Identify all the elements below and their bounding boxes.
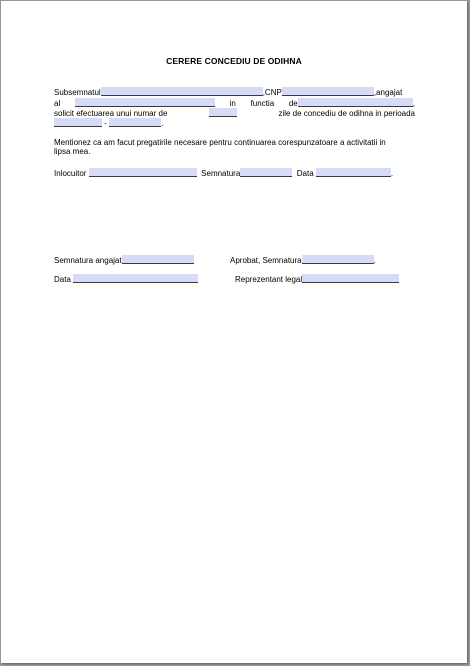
- label-cnp: ,CNP: [262, 88, 282, 97]
- label-aprobat: Aprobat, Semnatura: [230, 256, 302, 265]
- label-replacement-end: .: [390, 169, 394, 178]
- label-period-end: .: [161, 119, 164, 128]
- days-count-field[interactable]: [209, 108, 237, 117]
- label-data: Data: [296, 169, 314, 178]
- label-al: al: [54, 99, 61, 108]
- replacement-name-field[interactable]: [89, 168, 197, 177]
- para2-line1: Mentionez ca am facut pregatirile necesare pentru continuarea corespunzatoare a activitatii in: [54, 138, 386, 147]
- label-data-bottom: Data: [54, 275, 71, 284]
- replacement-line: [54, 167, 393, 179]
- label-functia: functia: [250, 99, 275, 108]
- period-start-field[interactable]: [54, 118, 102, 127]
- replacement-date-field[interactable]: [316, 168, 394, 178]
- approval-signature-field[interactable]: [302, 255, 374, 264]
- employee-signature-field[interactable]: [122, 255, 194, 264]
- replacement-signature-field[interactable]: [240, 168, 292, 177]
- label-subsemnatul: Subsemnatul: [54, 88, 101, 97]
- employee-signature-line: [54, 254, 194, 266]
- legal-rep-field[interactable]: [302, 274, 399, 283]
- label-dash: -: [104, 119, 107, 128]
- position-field[interactable]: [298, 98, 413, 107]
- label-inlocuitor: Inlocuitor: [54, 169, 87, 178]
- label-solicit: solicit efectuarea unui numar de: [54, 109, 168, 118]
- document-title: CERERE CONCEDIU DE ODIHNA: [166, 56, 302, 66]
- name-field[interactable]: [101, 87, 263, 96]
- label-in: in: [229, 99, 236, 108]
- para2-line2: lipsa mea.: [54, 147, 91, 156]
- employer-field[interactable]: [75, 98, 215, 107]
- approval-signature-line: [230, 254, 376, 266]
- label-semnatura-angajat: Semnatura angajat: [54, 256, 122, 265]
- legal-rep-line: [235, 273, 399, 285]
- period-end-field[interactable]: [109, 118, 164, 128]
- document-page: [1, 1, 467, 663]
- para1-line4: [54, 117, 163, 129]
- label-semnatura: Semnatura: [201, 169, 241, 178]
- label-angajat: ,angajat: [373, 88, 403, 97]
- label-de: de: [288, 99, 298, 108]
- employee-date-line: [54, 273, 198, 285]
- label-aprobat-end: .: [373, 256, 376, 265]
- employee-date-field[interactable]: [73, 274, 198, 283]
- label-zile: zile de concediu de odihna in perioada: [278, 109, 415, 118]
- cnp-field[interactable]: [282, 87, 374, 96]
- label-comma: ,: [412, 99, 415, 108]
- label-reprezentant: Reprezentant legal: [235, 275, 303, 284]
